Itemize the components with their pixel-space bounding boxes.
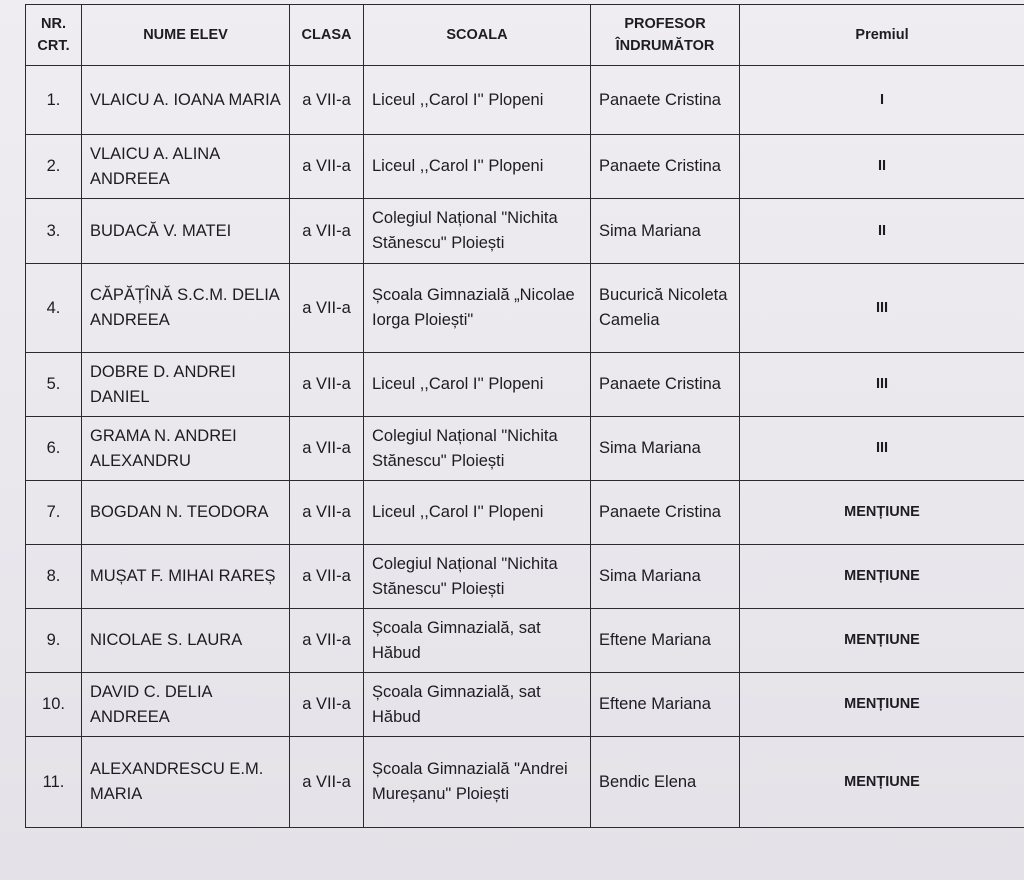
cell-profesor: Panaete Cristina xyxy=(591,481,740,545)
cell-nume-elev: CĂPĂȚÎNĂ S.C.M. DELIA ANDREEA xyxy=(82,264,290,353)
cell-premiul: III xyxy=(740,264,1024,353)
cell-premiul: III xyxy=(740,417,1024,481)
cell-premiul: MENȚIUNE xyxy=(740,545,1024,609)
table-row xyxy=(26,135,1024,199)
table-row xyxy=(26,264,1024,353)
cell-nume-elev: VLAICU A. IOANA MARIA xyxy=(82,66,290,135)
cell-nr: 10. xyxy=(26,673,82,737)
cell-nume-elev: VLAICU A. ALINA ANDREEA xyxy=(82,135,290,199)
cell-nr: 2. xyxy=(26,135,82,199)
cell-scoala: Liceul ,,Carol I'' Plopeni xyxy=(364,135,591,199)
cell-premiul: III xyxy=(740,353,1024,417)
cell-clasa: a VII-a xyxy=(290,264,364,353)
table-row xyxy=(26,673,1024,737)
cell-scoala: Liceul ,,Carol I'' Plopeni xyxy=(364,481,591,545)
cell-nume-elev: ALEXANDRESCU E.M. MARIA xyxy=(82,737,290,828)
cell-nr: 3. xyxy=(26,199,82,264)
cell-nr: 1. xyxy=(26,66,82,135)
cell-clasa: a VII-a xyxy=(290,545,364,609)
cell-premiul: I xyxy=(740,66,1024,135)
cell-premiul: MENȚIUNE xyxy=(740,673,1024,737)
table-row xyxy=(26,609,1024,673)
cell-profesor: Panaete Cristina xyxy=(591,353,740,417)
cell-scoala: Școala Gimnazială "Andrei Mureșanu" Ploiești xyxy=(364,737,591,828)
cell-nr: 8. xyxy=(26,545,82,609)
cell-nume-elev: BUDACĂ V. MATEI xyxy=(82,199,290,264)
cell-nr: 6. xyxy=(26,417,82,481)
cell-profesor: Sima Mariana xyxy=(591,545,740,609)
cell-premiul: II xyxy=(740,135,1024,199)
cell-scoala: Colegiul Național "Nichita Stănescu" Ploiești xyxy=(364,199,591,264)
header-nume-elev: NUME ELEV xyxy=(82,5,290,66)
cell-clasa: a VII-a xyxy=(290,737,364,828)
cell-profesor: Eftene Mariana xyxy=(591,673,740,737)
cell-clasa: a VII-a xyxy=(290,199,364,264)
cell-profesor: Sima Mariana xyxy=(591,417,740,481)
header-row xyxy=(26,5,1024,66)
header-scoala: SCOALA xyxy=(364,5,591,66)
header-nr: NR. CRT. xyxy=(26,5,82,66)
cell-clasa: a VII-a xyxy=(290,609,364,673)
cell-premiul: MENȚIUNE xyxy=(740,481,1024,545)
cell-nume-elev: NICOLAE S. LAURA xyxy=(82,609,290,673)
cell-scoala: Liceul ,,Carol I'' Plopeni xyxy=(364,66,591,135)
cell-clasa: a VII-a xyxy=(290,66,364,135)
table-body xyxy=(26,66,1024,828)
header-profesor: PROFESOR ÎNDRUMĂTOR xyxy=(591,5,740,66)
cell-profesor: Sima Mariana xyxy=(591,199,740,264)
cell-scoala: Școala Gimnazială „Nicolae Iorga Ploiești" xyxy=(364,264,591,353)
cell-scoala: Colegiul Național "Nichita Stănescu" Ploiești xyxy=(364,545,591,609)
cell-nr: 5. xyxy=(26,353,82,417)
table-row xyxy=(26,199,1024,264)
cell-profesor: Panaete Cristina xyxy=(591,66,740,135)
cell-nr: 4. xyxy=(26,264,82,353)
table-row xyxy=(26,481,1024,545)
cell-clasa: a VII-a xyxy=(290,353,364,417)
cell-nr: 11. xyxy=(26,737,82,828)
cell-profesor: Bucurică Nicoleta Camelia xyxy=(591,264,740,353)
cell-premiul: MENȚIUNE xyxy=(740,737,1024,828)
table-row xyxy=(26,737,1024,828)
cell-profesor: Eftene Mariana xyxy=(591,609,740,673)
cell-profesor: Panaete Cristina xyxy=(591,135,740,199)
cell-clasa: a VII-a xyxy=(290,481,364,545)
cell-nume-elev: DAVID C. DELIA ANDREEA xyxy=(82,673,290,737)
cell-nr: 9. xyxy=(26,609,82,673)
cell-nume-elev: DOBRE D. ANDREI DANIEL xyxy=(82,353,290,417)
cell-nr: 7. xyxy=(26,481,82,545)
cell-profesor: Bendic Elena xyxy=(591,737,740,828)
table-row xyxy=(26,353,1024,417)
table-row xyxy=(26,66,1024,135)
cell-clasa: a VII-a xyxy=(290,417,364,481)
header-premiul: Premiul xyxy=(740,5,1024,66)
cell-scoala: Liceul ,,Carol I'' Plopeni xyxy=(364,353,591,417)
cell-nume-elev: GRAMA N. ANDREI ALEXANDRU xyxy=(82,417,290,481)
cell-scoala: Colegiul Național "Nichita Stănescu" Ploiești xyxy=(364,417,591,481)
table-header xyxy=(26,5,1024,66)
cell-premiul: MENȚIUNE xyxy=(740,609,1024,673)
cell-clasa: a VII-a xyxy=(290,673,364,737)
cell-scoala: Școala Gimnazială, sat Hăbud xyxy=(364,609,591,673)
cell-scoala: Școala Gimnazială, sat Hăbud xyxy=(364,673,591,737)
cell-nume-elev: MUȘAT F. MIHAI RAREȘ xyxy=(82,545,290,609)
table-row xyxy=(26,545,1024,609)
table-row xyxy=(26,417,1024,481)
cell-nume-elev: BOGDAN N. TEODORA xyxy=(82,481,290,545)
results-table xyxy=(25,4,1024,828)
cell-premiul: II xyxy=(740,199,1024,264)
header-clasa: CLASA xyxy=(290,5,364,66)
cell-clasa: a VII-a xyxy=(290,135,364,199)
